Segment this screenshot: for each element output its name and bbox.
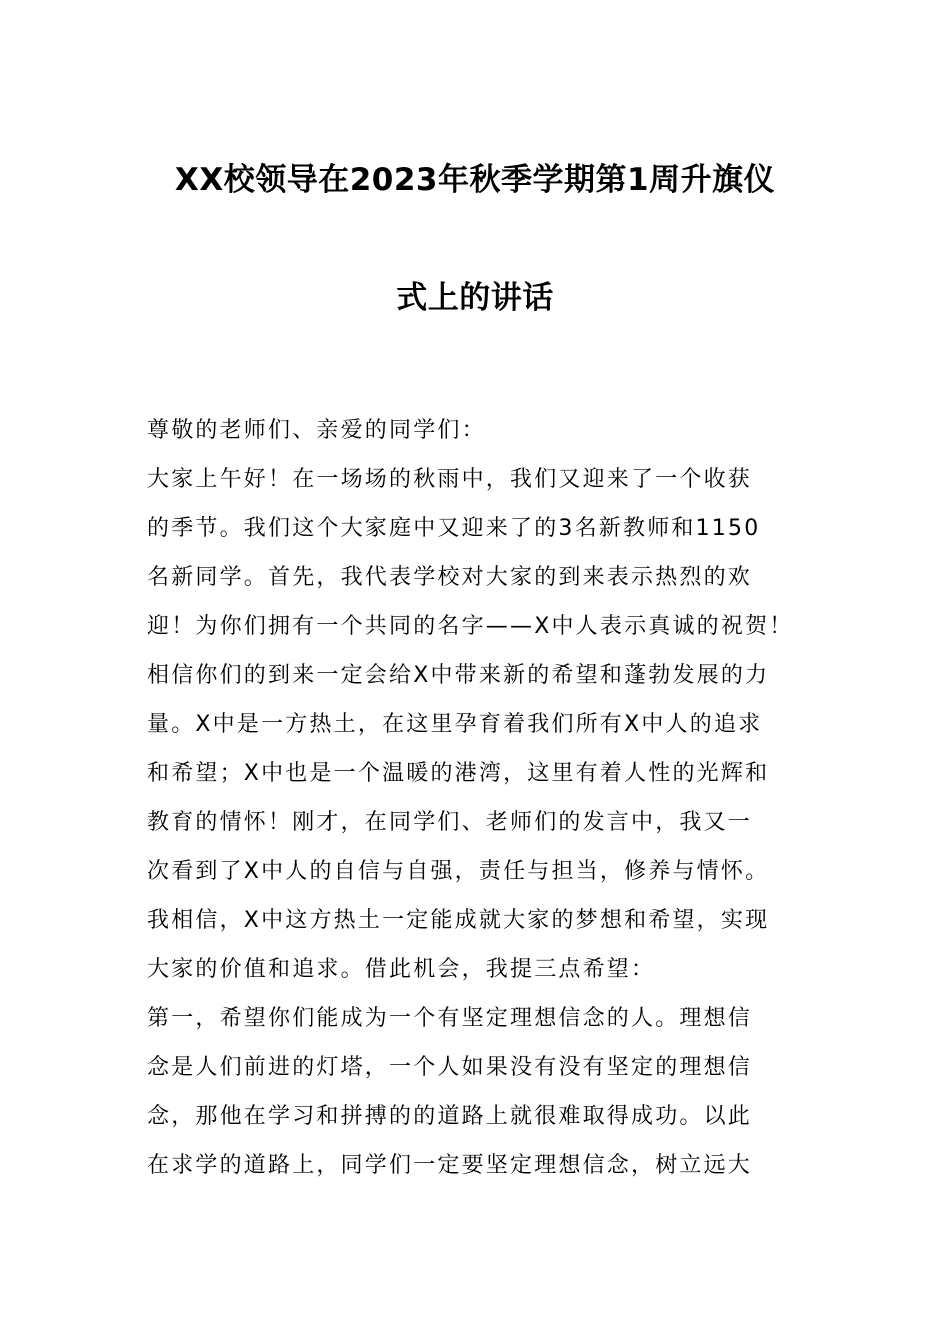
paragraph-line: 的季节。我们这个大家庭中又迎来了的3名新教师和1150 <box>147 516 761 541</box>
paragraph-line: 大家上午好！在一场场的秋雨中，我们又迎来了一个收获 <box>147 467 753 492</box>
paragraph-line: 在求学的道路上，同学们一定要坚定理想信念，树立远大 <box>147 1153 753 1178</box>
paragraph-line: 名新同学。首先，我代表学校对大家的到来表示热烈的欢 <box>147 565 753 590</box>
paragraph-line: 和希望；X中也是一个温暖的港湾，这里有着人性的光辉和 <box>147 761 770 786</box>
paragraph-line: 念是人们前进的灯塔，一个人如果没有没有坚定的理想信 <box>147 1055 753 1080</box>
paragraph-line: 念，那他在学习和拼搏的的道路上就很难取得成功。以此 <box>147 1104 753 1129</box>
document-title-line-2: 式上的讲话 <box>396 280 554 316</box>
document-title-line-1: XX校领导在2023年秋季学期第1周升旗仪 <box>174 162 776 198</box>
paragraph-line: 量。X中是一方热土，在这里孕育着我们所有X中人的追求 <box>147 712 763 737</box>
paragraph-line: 我相信，X中这方热土一定能成就大家的梦想和希望，实现 <box>147 908 770 933</box>
paragraph-line: 相信你们的到来一定会给X中带来新的希望和蓬勃发展的力 <box>147 663 770 688</box>
paragraph-line: 大家的价值和追求。借此机会，我提三点希望： <box>147 957 656 982</box>
paragraph-line: 迎！为你们拥有一个共同的名字——X中人表示真诚的祝贺！ <box>147 614 794 639</box>
salutation: 尊敬的老师们、亲爱的同学们： <box>147 418 486 443</box>
paragraph-line: 教育的情怀！刚才，在同学们、老师们的发言中，我又一 <box>147 810 753 835</box>
paragraph-line: 第一，希望你们能成为一个有坚定理想信念的人。理想信 <box>147 1006 753 1031</box>
paragraph-line: 次看到了X中人的自信与自强，责任与担当，修养与情怀。 <box>147 859 770 884</box>
